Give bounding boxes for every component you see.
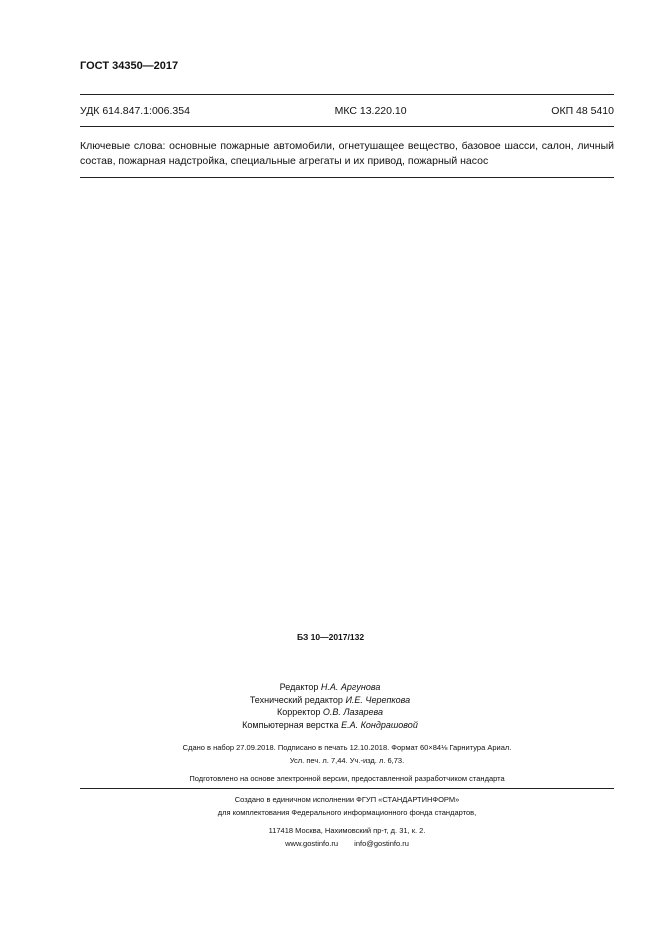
- udk-code: УДК 614.847.1:006.354: [80, 105, 190, 117]
- top-divider: [80, 94, 614, 95]
- credit-name: Н.А. Аргунова: [320, 682, 381, 692]
- credit-corrector: [180, 706, 480, 719]
- credits-block: [180, 681, 480, 731]
- document-code: ГОСТ 34350—2017: [80, 60, 179, 72]
- email-link[interactable]: info@gostinfo.ru: [354, 838, 409, 848]
- prepared-note: Подготовлено на основе электронной версии, предоставленной разработчиком стандарта: [189, 774, 505, 783]
- credit-name: Е.А. Кондрашовой: [341, 719, 418, 730]
- website-link[interactable]: www.gostinfo.ru: [285, 838, 339, 848]
- credit-name: О.В. Лазарева: [322, 707, 383, 717]
- publisher-address: 117418 Москва, Нахимовский пр-т, д. 31, к. 2.: [268, 826, 426, 835]
- publisher-divider: [80, 788, 614, 789]
- credit-role: Компьютерная верстка: [242, 719, 339, 730]
- bz-number: БЗ 10—2017/132: [296, 632, 365, 642]
- keywords-divider: [80, 177, 614, 178]
- credit-role: Технический редактор: [249, 694, 343, 705]
- mks-code: МКС 13.220.10: [334, 105, 407, 117]
- publisher-line: Создано в единичном исполнении ФГУП «СТАНДАРТИНФОРМ»: [234, 795, 460, 804]
- imprint-block: [80, 742, 614, 767]
- imprint-line: Усл. печ. л. 7,44. Уч.-изд. л. 6,73.: [289, 755, 405, 765]
- credit-tech-editor: [180, 694, 480, 707]
- publisher-contacts: [80, 838, 614, 851]
- credit-editor: [180, 681, 480, 694]
- publisher-line: для комплектования Федерального информационного фонда стандартов,: [217, 807, 477, 817]
- credit-role: Редактор: [279, 682, 319, 692]
- imprint-line: Сдано в набор 27.09.2018. Подписано в печать 12.10.2018. Формат 60×84⅛ Гарнитура Ариал.: [182, 743, 512, 752]
- okp-code: ОКП 48 5410: [551, 105, 614, 117]
- classification-codes: [80, 105, 614, 117]
- publisher-block: [80, 794, 614, 850]
- credit-role: Корректор: [277, 707, 321, 717]
- keywords-text: Ключевые слова: основные пожарные автомобили, огнетушащее вещество, базовое шасси, салон, личный состав, пожарная надстройка, специальные агрегаты и их привод, пожарный насос: [80, 140, 614, 167]
- codes-divider: [80, 126, 614, 127]
- credit-name: И.Е. Черепкова: [345, 694, 411, 705]
- credit-layout: [180, 719, 480, 732]
